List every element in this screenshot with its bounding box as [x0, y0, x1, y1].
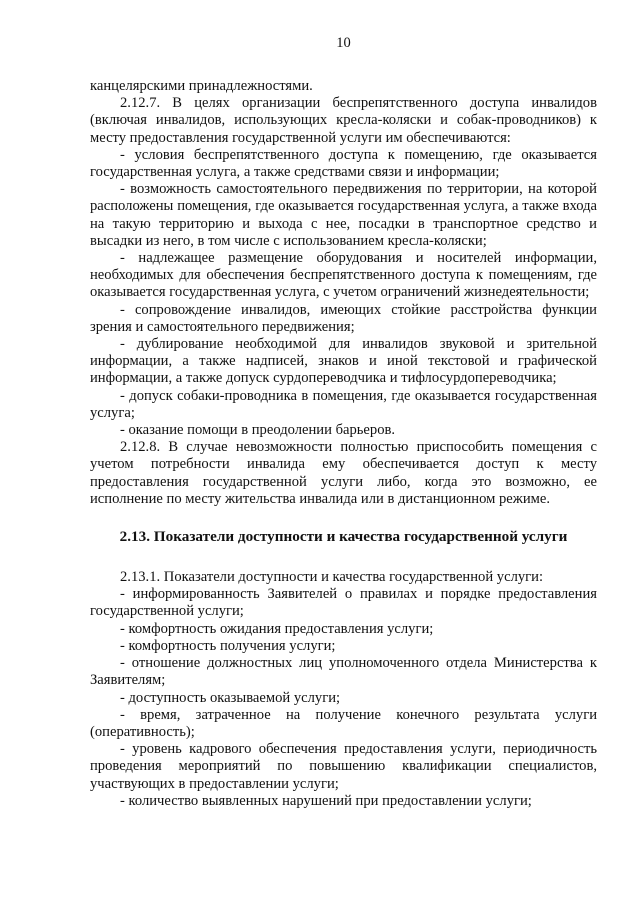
paragraph: - оказание помощи в преодолении барьеров. — [120, 422, 396, 439]
page-number: 10 — [336, 35, 351, 51]
paragraph: - доступность оказываемой услуги; — [120, 689, 341, 706]
paragraph: - комфортность получения услуги; — [120, 637, 336, 654]
paragraph: - количество выявленных нарушений при предоставлении услуги; — [120, 792, 532, 809]
paragraph: 2.13.1. Показатели доступности и качества государственной услуги: — [120, 569, 544, 586]
document-page — [90, 34, 597, 810]
paragraph: - дублирование необходимой для инвалидов звуковой и зрительной информации, а также надписей, знаков и иной текстовой и графической информации, а также допуск сурдопереводчика и тифлосурдопереводчика; — [90, 336, 597, 387]
section-2-13-body — [90, 569, 597, 810]
paragraph: - информированность Заявителей о правилах и порядке предоставления государственной услуги; — [90, 586, 597, 620]
paragraph: - надлежащее размещение оборудования и носителей информации, необходимых для обеспечения беспрепятственного доступа к помещениям, где оказывается государственная услуга, с учетом ограничений жизнедеятельности; — [90, 250, 597, 301]
paragraph: канцелярскими принадлежностями. — [90, 78, 313, 94]
paragraph: - уровень кадрового обеспечения предоставления услуги, периодичность проведения мероприятий по повышению квалификации специалистов, участвующих в предоставлении услуги; — [90, 741, 597, 792]
paragraph: - отношение должностных лиц уполномоченного отдела Министерства к Заявителям; — [90, 655, 597, 689]
section-2-12-body — [90, 78, 597, 508]
paragraph: - возможность самостоятельного передвижения по территории, на которой расположены помещения, где оказывается государственная услуга, а также входа на такую территорию и выхода с нее, посадки в транспортное средство и высадки из него, в том числе с использованием кресла-коляски; — [90, 181, 597, 249]
section-heading: 2.13. Показатели доступности и качества государственной услуги — [119, 528, 568, 546]
paragraph: - допуск собаки-проводника в помещения, где оказывается государственная услуга; — [90, 387, 597, 421]
paragraph: - сопровождение инвалидов, имеющих стойкие расстройства функции зрения и самостоятельного передвижения; — [90, 301, 597, 335]
paragraph: - время, затраченное на получение конечного результата услуги (оперативность); — [90, 706, 597, 740]
paragraph: 2.12.8. В случае невозможности полностью приспособить помещения с учетом потребности инвалида ему обеспечивается доступ к месту предоставления государственной услуги либо, когда это возможно, ее исполнение по месту жительства инвалида или в дистанционном режиме. — [90, 439, 597, 507]
paragraph: 2.12.7. В целях организации беспрепятственного доступа инвалидов (включая инвалидов, использующих кресла-коляски и собак-проводников) к месту предоставления государственной услуги им обеспечиваются: — [90, 95, 597, 146]
paragraph: - комфортность ожидания предоставления услуги; — [120, 620, 434, 637]
paragraph: - условия беспрепятственного доступа к помещению, где оказывается государственная услуга, а также средствами связи и информации; — [90, 146, 597, 181]
